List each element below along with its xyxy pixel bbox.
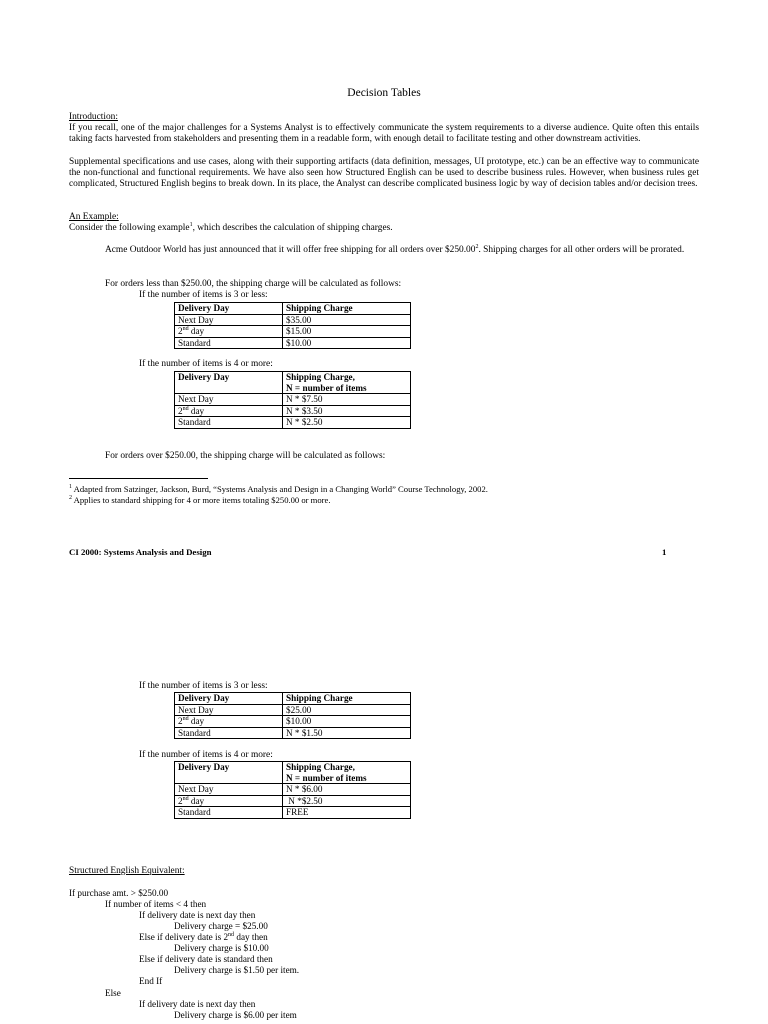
se-line: Delivery charge is $1.50 per item. [174, 965, 300, 975]
example-section [69, 212, 699, 234]
header-delivery-day: Delivery Day [175, 372, 283, 394]
header-delivery-day: Delivery Day [175, 303, 283, 315]
table-row: Standard $10.00 [175, 337, 411, 349]
over-250-intro: For orders over $250.00, the shipping charge will be calculated as follows: [105, 451, 386, 461]
se-line: Else if delivery date is 2nd day then [139, 931, 268, 942]
se-line: Else [105, 988, 121, 998]
table-row: 2nd day $15.00 [175, 326, 411, 338]
condition-3-or-less: If the number of items is 3 or less: [139, 681, 268, 691]
page-footer: CI 2000: Systems Analysis and Design [69, 547, 212, 557]
header-shipping-charge: Shipping Charge, N = number of items [283, 372, 411, 394]
se-line: Delivery charge is $10.00 [174, 943, 269, 953]
table-row: 2nd day N * $3.50 [175, 405, 411, 417]
header-delivery-day: Delivery Day [175, 693, 283, 705]
table-header-row [175, 372, 411, 394]
footnote-ref-2: 2 [475, 243, 479, 250]
table-header-row [175, 693, 411, 705]
table-header-row [175, 762, 411, 784]
table-row: Next Day $35.00 [175, 314, 411, 326]
table-header-row [175, 303, 411, 315]
header-shipping-charge: Shipping Charge, N = number of items [283, 762, 411, 784]
shipping-table-under-250-many-items [174, 371, 411, 429]
table-row: 2nd day $10.00 [175, 716, 411, 728]
shipping-table-under-250-few-items [174, 302, 411, 349]
table-row: Standard N * $2.50 [175, 417, 411, 429]
intro-heading: Introduction: [69, 112, 118, 122]
table-row: Standard N * $1.50 [175, 727, 411, 739]
introduction-section [69, 112, 699, 146]
footnote-2: $^2$ Applies to standard shipping for 4 or more items totaling $250.00 or more. [69, 495, 331, 505]
se-line: Delivery charge is $6.00 per item [174, 1010, 297, 1020]
example-text: Consider the following example$^1$, which describes the calculation of shipping charges. [69, 222, 393, 234]
shipping-table-over-250-many-items [174, 761, 411, 819]
structured-english-heading: Structured English Equivalent: [69, 866, 185, 876]
footnote-divider [69, 478, 208, 479]
se-line: If number of items < 4 then [105, 899, 207, 909]
footnote-1: $^1$ Adapted from Satzinger, Jackson, Burd, “Systems Analysis and Design in a Changing World” Course Technology, 2002. [69, 484, 488, 494]
example-heading: An Example: [69, 212, 119, 222]
under-250-intro: For orders less than $250.00, the shipping charge will be calculated as follows: [105, 279, 402, 289]
header-delivery-day: Delivery Day [175, 762, 283, 784]
intro-paragraph: If you recall, one of the major challenges for a Systems Analyst is to effectively communicate the system requirements to a diverse audience. Quite often this entails taking facts harvested from stakeholders and presenting them in a readable form, with enough detail to facilitate testing and other downstream activities. [69, 123, 699, 145]
table-row: Next Day N * $6.00 [175, 784, 411, 796]
condition-4-or-more: If the number of items is 4 or more: [139, 750, 273, 760]
se-line: Else if delivery date is standard then [139, 954, 273, 964]
table-row: Standard FREE [175, 807, 411, 819]
table-row: Next Day $25.00 [175, 704, 411, 716]
supplemental-paragraph: Supplemental specifications and use cases, along with their supporting artifacts (data definition, messages, UI prototype, etc.) can be an effective way to communicate the non-functional and functional requirements. We have also seen how Structured English can be used to describe business rules. However, when business rules get complicated, Structured English begins to break down. In its place, the Analyst can describe complicated business logic by way of decision tables and/or decision trees. [69, 157, 699, 190]
se-line: If delivery date is next day then [139, 999, 256, 1009]
acme-paragraph: Acme Outdoor World has just announced that it will offer free shipping for all orders over $250.00$^2$. Shipping charges for all other orders will be prorated. [105, 243, 685, 255]
header-shipping-charge: Shipping Charge [283, 693, 411, 705]
page-number: 1 [662, 547, 667, 557]
se-line: If purchase amt. > $250.00 [69, 888, 169, 898]
shipping-table-over-250-few-items [174, 692, 411, 739]
table-row: Next Day N * $7.50 [175, 394, 411, 406]
se-line: End If [139, 976, 163, 986]
page-title: Decision Tables [347, 87, 421, 99]
condition-3-or-less: If the number of items is 3 or less: [139, 290, 268, 300]
se-line: If delivery date is next day then [139, 910, 256, 920]
footnote-ref-1: 1 [189, 222, 193, 229]
se-line: Delivery charge = $25.00 [174, 921, 268, 931]
condition-4-or-more: If the number of items is 4 or more: [139, 359, 273, 369]
table-row: 2nd day N *$2.50 [175, 795, 411, 807]
header-shipping-charge: Shipping Charge [283, 303, 411, 315]
